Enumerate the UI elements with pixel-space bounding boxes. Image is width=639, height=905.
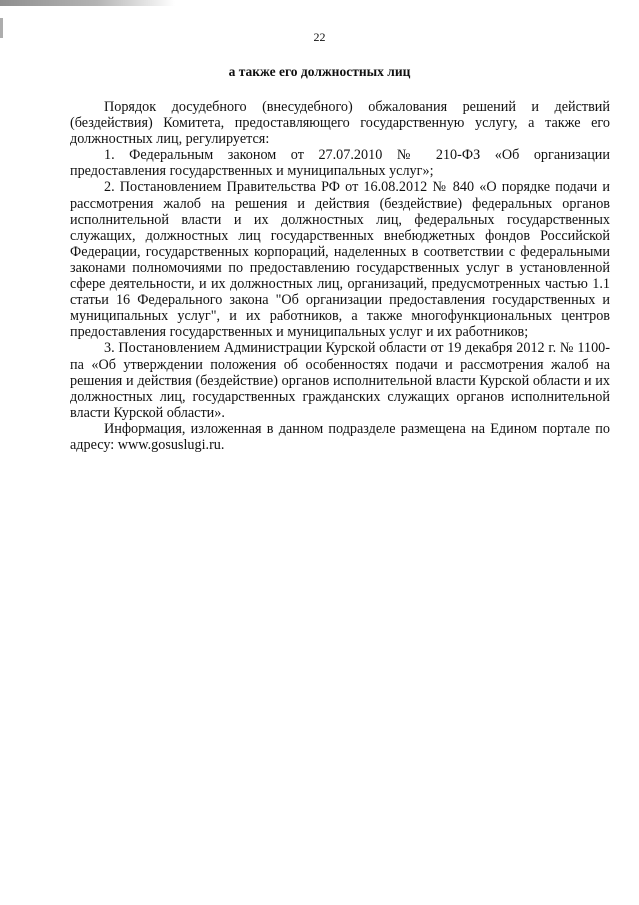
- scan-edge-artifact: [0, 0, 175, 6]
- section-heading: а также его должностных лиц: [228, 64, 411, 79]
- page-number: 22: [313, 30, 326, 44]
- list-item-federal-law: 1. Федеральным законом от 27.07.2010 № 210-ФЗ «Об организации предоставления государственных и муниципальных услуг»;: [70, 147, 610, 180]
- document-body: [70, 99, 610, 453]
- list-item-regional-resolution: 3. Постановлением Администрации Курской области от 19 декабря 2012 г. № 1100-па «Об утверждении положения об особенностях подачи и рассмотрения жалоб на решения и действия (бездействие) органов исполнительной власти Курской области и их должностных лиц, государственных гражданских служащих органов исполнительной власти Курской области».: [70, 340, 610, 421]
- info-paragraph: Информация, изложенная в данном подразделе размещена на Едином портале по адресу: www.gosuslugi.ru.: [70, 420, 610, 453]
- intro-paragraph: Порядок досудебного (внесудебного) обжалования решений и действий (бездействия) Комитета, предоставляющего государственную услугу, а также его должностных лиц, регулируется:: [70, 99, 610, 148]
- list-item-government-resolution: 2. Постановлением Правительства РФ от 16.08.2012 № 840 «О порядке подачи и рассмотрения жалоб на решения и действия (бездействие) федеральных органов исполнительной власти и их должностных лиц, федеральных государственных служащих, должностных лиц государственных внебюджетных фондов Российской Федерации, государственных корпораций, наделенных в соответствии с федеральными законами полномочиями по предоставлению государственных услуг в установленной сфере деятельности, и их должностных лиц, организаций, предусмотренных частью 1.1 статьи 16 Федерального закона "Об организации предоставления государственных и муниципальных услуг", и их работников, а также многофункциональных центров предоставления государственных и муниципальных услуг и их работников;: [70, 179, 610, 341]
